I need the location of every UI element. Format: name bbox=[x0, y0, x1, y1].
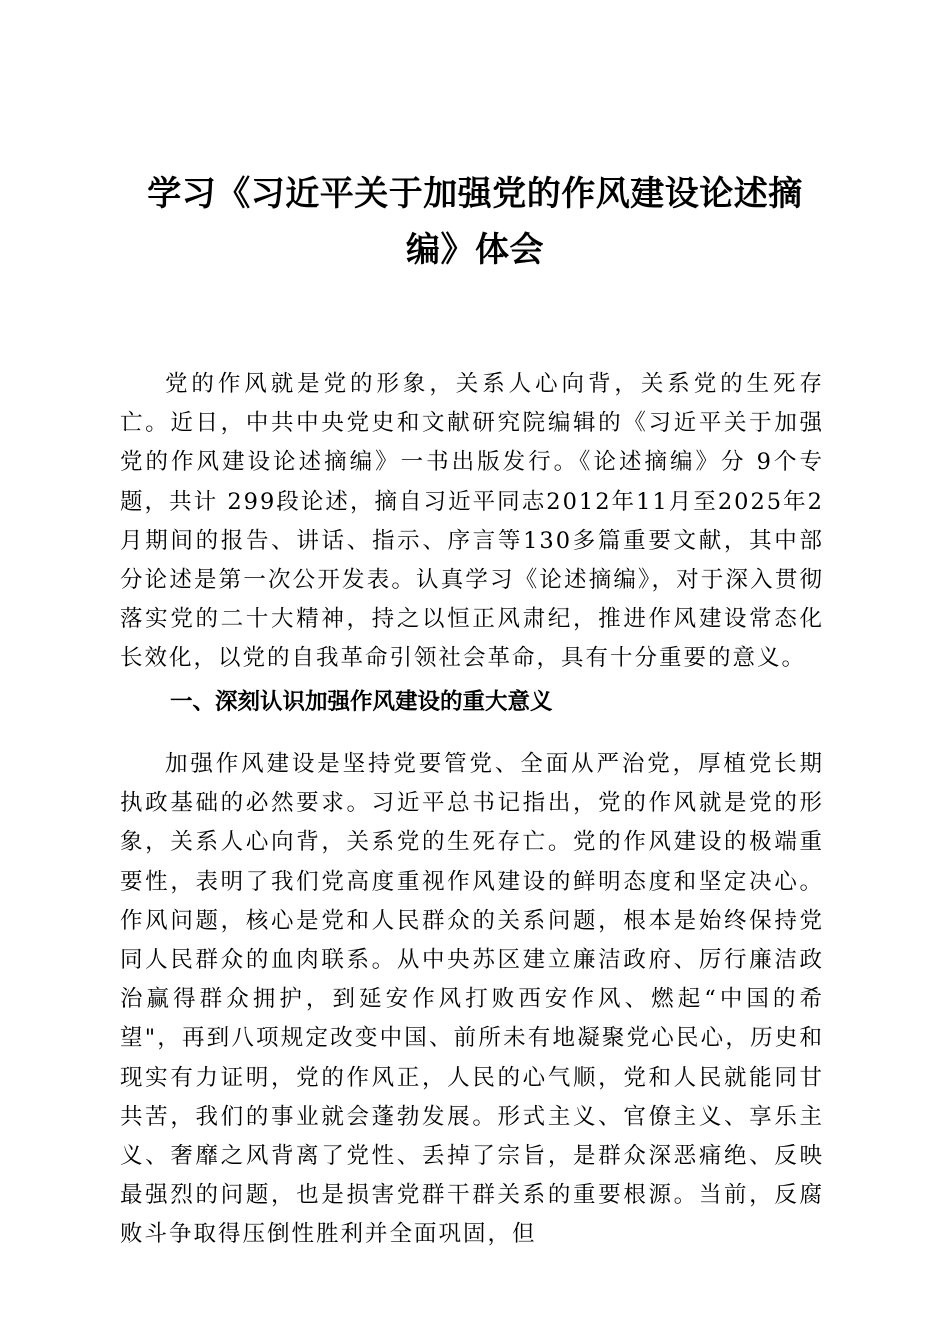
body-paragraph-1: 党的作风就是党的形象，关系人心向背，关系党的生死存亡。近日，中共中央党史和文献研究院编辑的《习近平关于加强党的作风建设论述摘编》一书出版发行。《论述摘编》分 9个专题，共计 299段论述，摘自习近平同志2012年11月至2025年2月期间的报告、讲话、指示、序言等130多篇重要文献，其中部分论述是第一次公开发表。认真学习《论述摘编》，对于深入贯彻落实党的二十大精神，持之以恒正风肃纪，推进作风建设常态化长效化，以党的自我革命引领社会革命，具有十分重要的意义。 bbox=[120, 371, 824, 672]
document-title-line-1: 学习《习近平关于加强党的作风建设论述摘 bbox=[147, 174, 803, 214]
document-title bbox=[120, 166, 830, 278]
section-heading-1: 一、深刻认识加强作风建设的重大意义 bbox=[170, 689, 553, 715]
document-title-line-2: 编》体会 bbox=[406, 230, 544, 270]
body-paragraph-2: 加强作风建设是坚持党要管党、全面从严治党，厚植党长期执政基础的必然要求。习近平总书记指出，党的作风就是党的形象，关系人心向背，关系党的生死存亡。党的作风建设的极端重要性，表明了我们党高度重视作风建设的鲜明态度和坚定决心。作风问题，核心是党和人民群众的关系问题，根本是始终保持党同人民群众的血肉联系。从中央苏区建立廉洁政府、厉行廉洁政治赢得群众拥护，到延安作风打败西安作风、燃起“中国的希望"，再到八项规定改变中国、前所未有地凝聚党心民心，历史和现实有力证明，党的作风正，人民的心气顺，党和人民就能同甘共苦，我们的事业就会蓬勃发展。形式主义、官僚主义、享乐主义、奢靡之风背离了党性、丢掉了宗旨，是群众深恶痛绝、反映最强烈的问题，也是损害党群干群关系的重要根源。当前，反腐败斗争取得压倒性胜利并全面巩固，但 bbox=[120, 751, 824, 1248]
